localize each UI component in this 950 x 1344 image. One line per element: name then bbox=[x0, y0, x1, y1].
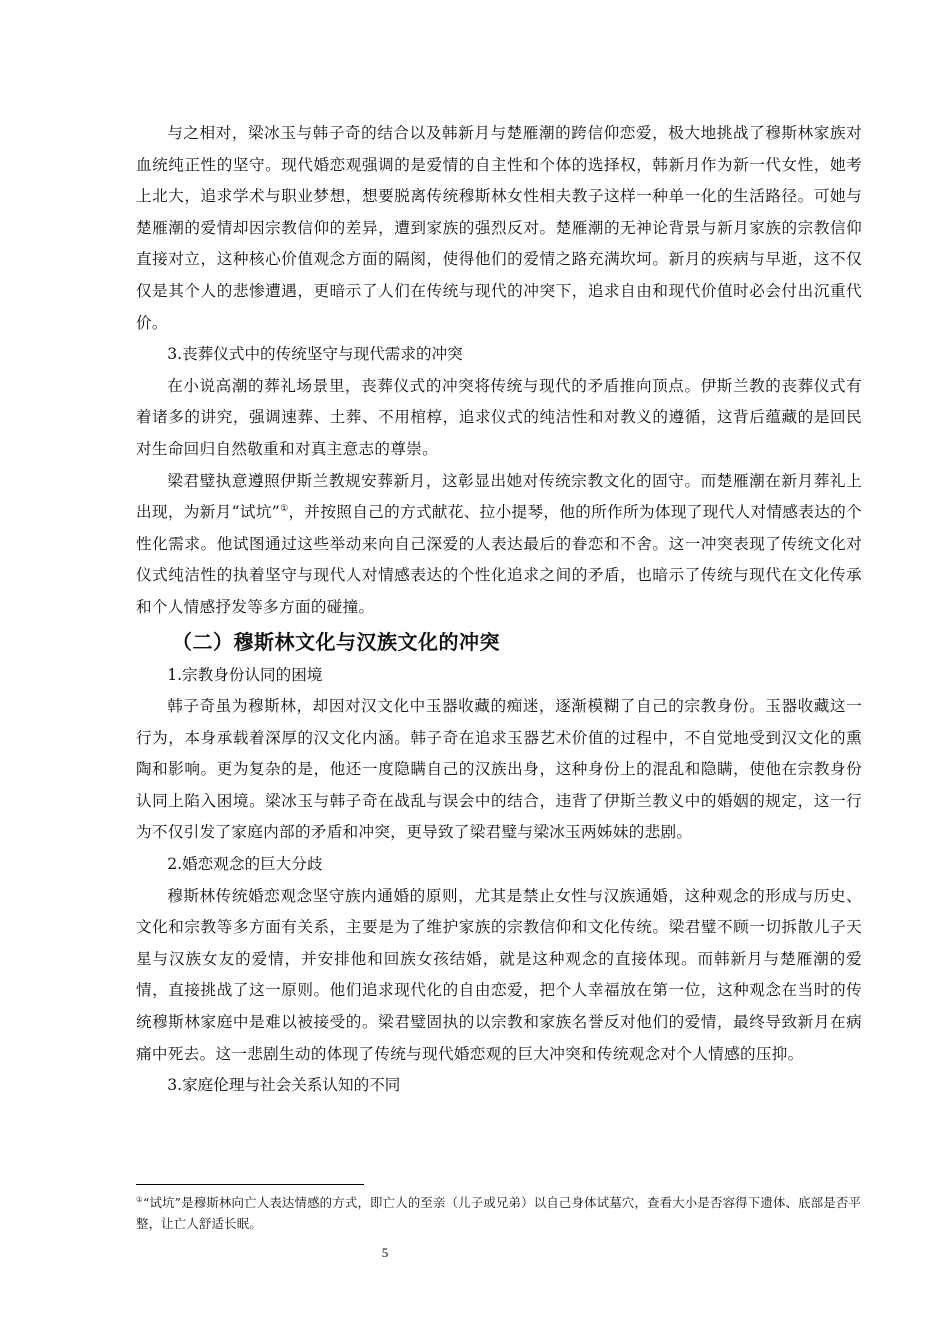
footnote-divider bbox=[136, 1184, 364, 1185]
paragraph-3 bbox=[136, 466, 862, 624]
body-text bbox=[136, 118, 862, 1102]
subheading-family-ethics: 3.家庭伦理与社会关系认知的不同 bbox=[167, 1076, 401, 1095]
footnote-mark: ① bbox=[136, 1194, 143, 1204]
paragraph-3-part-b: ，并按照自己的方式献花、拉小提琴，他的所作所为体现了现代人对情感表达的个性化需求。他试图通过这些举动来向自己深爱的人表达最后的眷恋和不舍。这一冲突表现了传统文化对仪式纯洁性的执着坚守与现代人对情感表达的个性化追求之间的矛盾，也暗示了传统与现代在文化传承和个人情感抒发等多方面的碰撞。 bbox=[136, 503, 862, 616]
page-number: 5 bbox=[381, 1245, 389, 1260]
footnote bbox=[136, 1192, 862, 1234]
subheading-funeral-conflict: 3.丧葬仪式中的传统坚守与现代需求的冲突 bbox=[167, 345, 463, 364]
footnote-text: “试坑”是穆斯林向亡人表达情感的方式，即亡人的至亲（儿子或兄弟）以自己身体试墓穴，查看大小是否容得下遗体、底部是否平整，让亡人舒适长眠。 bbox=[136, 1195, 862, 1231]
footnote-reference[interactable]: ① bbox=[280, 503, 289, 514]
paragraph-4: 韩子奇虽为穆斯林，却因对汉文化中玉器收藏的痴迷，逐渐模糊了自己的宗教身份。玉器收藏这一行为，本身承载着深厚的汉文化内涵。韩子奇在追求玉器艺术价值的过程中，不自觉地受到汉文化的熏陶和影响。更为复杂的是，他还一度隐瞒自己的汉族出身，这种身份上的混乱和隐瞒，使他在宗教身份认同上陷入困境。梁冰玉与韩子奇在战乱与误会中的结合，违背了伊斯兰教义中的婚姻的规定，这一行为不仅引发了家庭内部的矛盾和冲突，更导致了梁君璧与梁冰玉两姊妹的悲剧。 bbox=[136, 697, 862, 842]
paragraph-1: 与之相对，梁冰玉与韩子奇的结合以及韩新月与楚雁潮的跨信仰恋爱，极大地挑战了穆斯林家族对血统纯正性的坚守。现代婚恋观强调的是爱情的自主性和个体的选择权，韩新月作为新一代女性，她考上北大，追求学术与职业梦想，想要脱离传统穆斯林女性相夫教子这样一种单一化的生活路径。可她与楚雁潮的爱情却因宗教信仰的差异，遭到家族的强烈反对。楚雁潮的无神论背景与新月家族的宗教信仰直接对立，这种核心价值观念方面的隔阂，使得他们的爱情之路充满坎坷。新月的疾病与早逝，这不仅仅是其个人的悲惨遭遇，更暗示了人们在传统与现代的冲突下，追求自由和现代价值时必会付出沉重代价。 bbox=[136, 124, 862, 332]
paragraph-3-part-a: 梁君璧执意遵照伊斯兰教规安葬新月，这彰显出她对传统宗教文化的固守。而楚雁潮在新月葬礼上出现，为新月“试坑” bbox=[136, 471, 862, 522]
section-heading: （二）穆斯林文化与汉族文化的冲突 bbox=[172, 629, 500, 654]
paragraph-5: 穆斯林传统婚恋观念坚守族内通婚的原则，尤其是禁止女性与汉族通婚，这种观念的形成与历史、文化和宗教等多方面有关系，主要是为了维护家族的宗教信仰和文化传统。梁君璧不顾一切拆散儿子天星与汉族女友的爱情，并安排他和回族女孩结婚，就是这种观念的直接体现。而韩新月与楚雁潮的爱情，直接挑战了这一原则。他们追求现代化的自由恋爱，把个人幸福放在第一位，这种观念在当时的传统穆斯林家庭中是难以被接受的。梁君璧固执的以宗教和家族名誉反对他们的爱情，最终导致新月在病痛中死去。这一悲剧生动的体现了传统与现代婚恋观的巨大冲突和传统观念对个人情感的压抑。 bbox=[136, 886, 862, 1063]
paragraph-2: 在小说高潮的葬礼场景里，丧葬仪式的冲突将传统与现代的矛盾推向顶点。伊斯兰教的丧葬仪式有着诸多的讲究，强调速葬、土葬、不用棺椁，追求仪式的纯洁性和对教义的遵循，这背后蕴藏的是回民对生命回归自然敬重和对真主意志的尊崇。 bbox=[136, 376, 862, 458]
subheading-marriage-views: 2.婚恋观念的巨大分歧 bbox=[167, 855, 323, 874]
subheading-religious-identity: 1.宗教身份认同的困境 bbox=[167, 665, 323, 684]
